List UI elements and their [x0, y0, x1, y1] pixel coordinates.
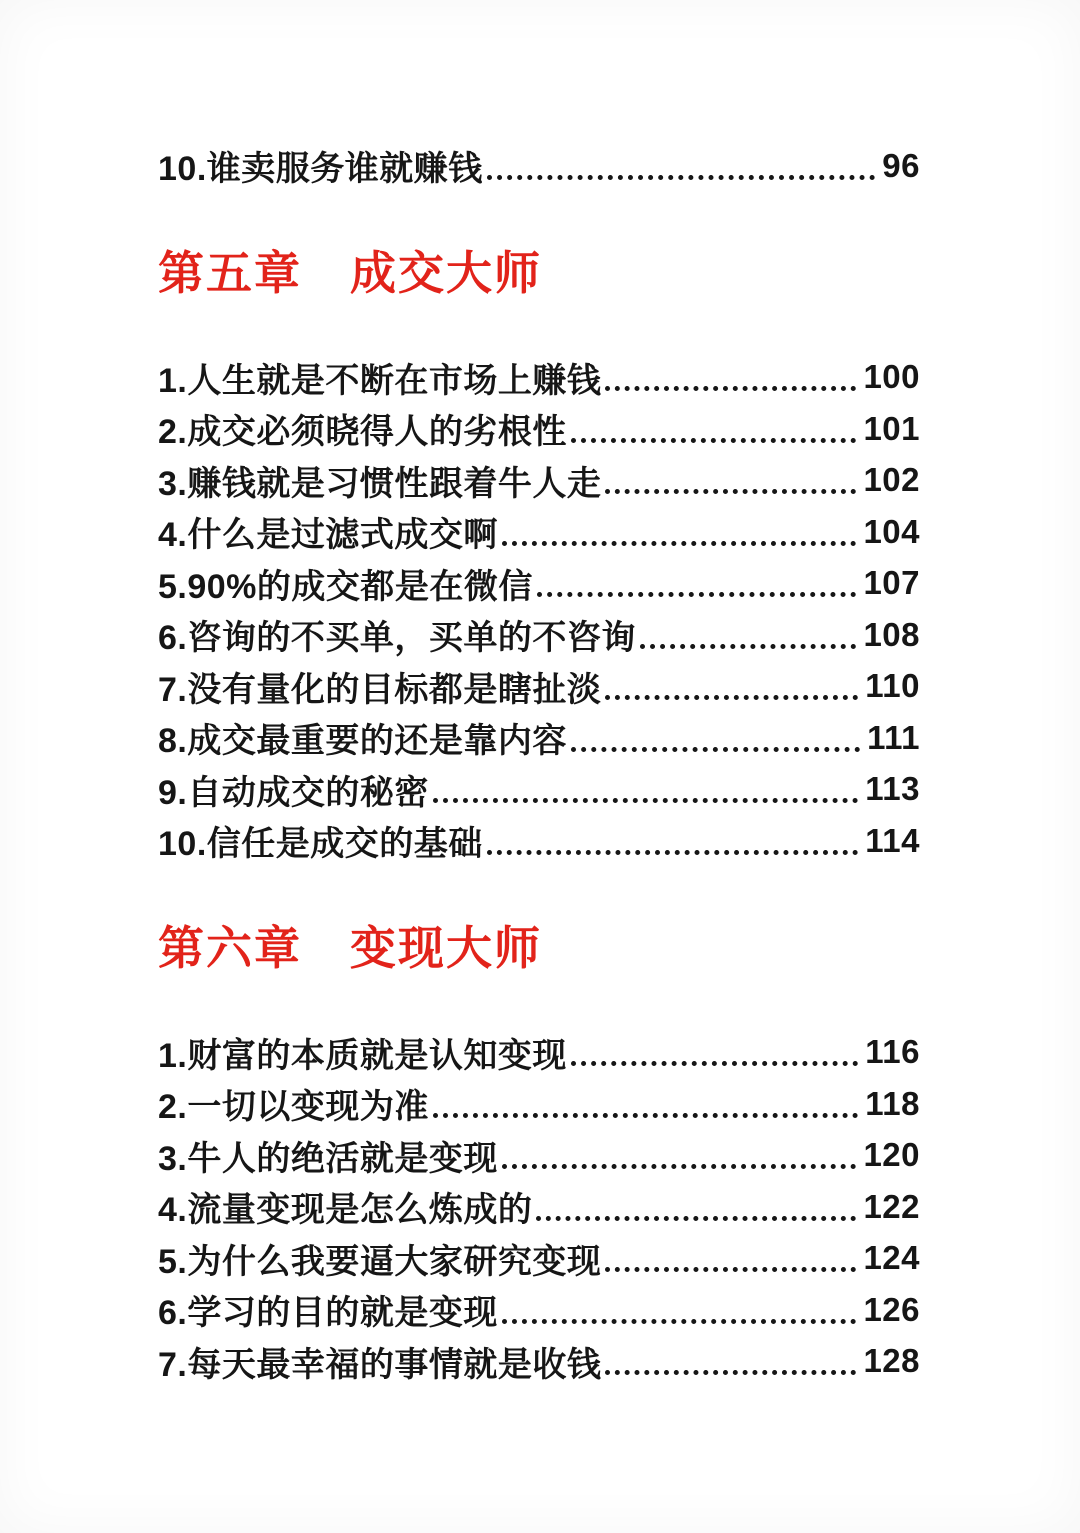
toc-entry-page-number: 101	[863, 409, 920, 447]
toc-section-0	[158, 140, 920, 192]
toc-entry-label: 5.90%的成交都是在微信	[158, 567, 533, 606]
toc-entry-page-number: 116	[865, 1033, 920, 1071]
toc-entry-label: 6.咨询的不买单，买单的不咨询	[158, 619, 636, 658]
toc-entry-page-number: 114	[865, 821, 920, 859]
toc-entry-label: 7.没有量化的目标都是瞎扯淡	[158, 670, 602, 709]
dotted-leader	[502, 541, 857, 546]
dotted-leader	[433, 798, 858, 803]
toc-entry	[158, 764, 920, 816]
toc-entry-label: 10.谁卖服务谁就赚钱	[158, 150, 483, 189]
toc-entry	[158, 1130, 920, 1182]
toc-entry-label: 1.人生就是不断在市场上赚钱	[158, 361, 602, 400]
toc-entry	[158, 506, 920, 558]
dotted-leader	[537, 592, 857, 597]
toc-entry	[158, 1027, 920, 1079]
toc-entry-page-number: 102	[863, 461, 920, 499]
dotted-leader	[605, 695, 858, 700]
dotted-leader	[487, 175, 876, 180]
toc-entry-page-number: 111	[867, 718, 920, 756]
toc-entry	[158, 712, 920, 764]
toc-entry	[158, 1078, 920, 1130]
toc-entry-label: 1.财富的本质就是认知变现	[158, 1036, 567, 1075]
toc-entry-page-number: 128	[863, 1342, 920, 1380]
toc-entry	[158, 1284, 920, 1336]
toc-entry	[158, 609, 920, 661]
toc-entry-label: 9.自动成交的秘密	[158, 773, 429, 812]
toc-entry-page-number: 126	[863, 1290, 920, 1328]
toc-entry-label: 3.牛人的绝活就是变现	[158, 1139, 498, 1178]
dotted-leader	[571, 747, 860, 752]
toc-entry-label: 3.赚钱就是习惯性跟着牛人走	[158, 464, 602, 503]
toc-entry-label: 8.成交最重要的还是靠内容	[158, 722, 567, 761]
chapter-heading: 第五章 成交大师	[158, 246, 542, 299]
dotted-leader	[433, 1113, 858, 1118]
toc-entry-page-number: 124	[863, 1239, 920, 1277]
chapter-heading: 第六章 变现大师	[158, 921, 542, 974]
toc-entry-label: 7.每天最幸福的事情就是收钱	[158, 1345, 602, 1384]
toc-entry-page-number: 104	[863, 512, 920, 550]
toc-entry-page-number: 120	[863, 1136, 920, 1174]
toc-entry	[158, 661, 920, 713]
dotted-leader	[605, 1267, 856, 1272]
toc-entry-label: 5.为什么我要逼大家研究变现	[158, 1242, 602, 1281]
dotted-leader	[640, 644, 857, 649]
toc-entry-label: 4.流量变现是怎么炼成的	[158, 1191, 533, 1230]
toc-entry-label: 4.什么是过滤式成交啊	[158, 516, 498, 555]
dotted-leader	[502, 1164, 857, 1169]
toc-entry-page-number: 118	[865, 1084, 920, 1122]
dotted-leader	[605, 1370, 856, 1375]
toc-entry-page-number: 96	[882, 146, 920, 184]
toc-entry	[158, 403, 920, 455]
toc-entry	[158, 1181, 920, 1233]
toc-entry-page-number: 110	[865, 667, 920, 705]
toc-entry-page-number: 107	[863, 564, 920, 602]
toc-entry	[158, 352, 920, 404]
toc-entry-page-number: 108	[863, 615, 920, 653]
toc-entry	[158, 1233, 920, 1285]
toc-entry-label: 10.信任是成交的基础	[158, 825, 483, 864]
dotted-leader	[536, 1216, 856, 1221]
toc-section-1	[158, 246, 920, 867]
dotted-leader	[487, 850, 858, 855]
toc-entry-page-number: 113	[865, 770, 920, 808]
toc-entry-label: 2.一切以变现为准	[158, 1088, 429, 1127]
toc-entry	[158, 455, 920, 507]
toc-entry-page-number: 122	[863, 1187, 920, 1225]
dotted-leader	[502, 1319, 857, 1324]
toc-entry	[158, 1336, 920, 1388]
toc-entry	[158, 558, 920, 610]
dotted-leader	[571, 1061, 858, 1066]
toc-entry-page-number: 100	[863, 358, 920, 396]
toc-entry-label: 6.学习的目的就是变现	[158, 1294, 498, 1333]
dotted-leader	[605, 386, 856, 391]
toc-entry	[158, 140, 920, 192]
dotted-leader	[571, 438, 857, 443]
dotted-leader	[605, 489, 856, 494]
toc-entry	[158, 815, 920, 867]
toc-entry-label: 2.成交必须晓得人的劣根性	[158, 413, 567, 452]
toc-section-2	[158, 921, 920, 1388]
